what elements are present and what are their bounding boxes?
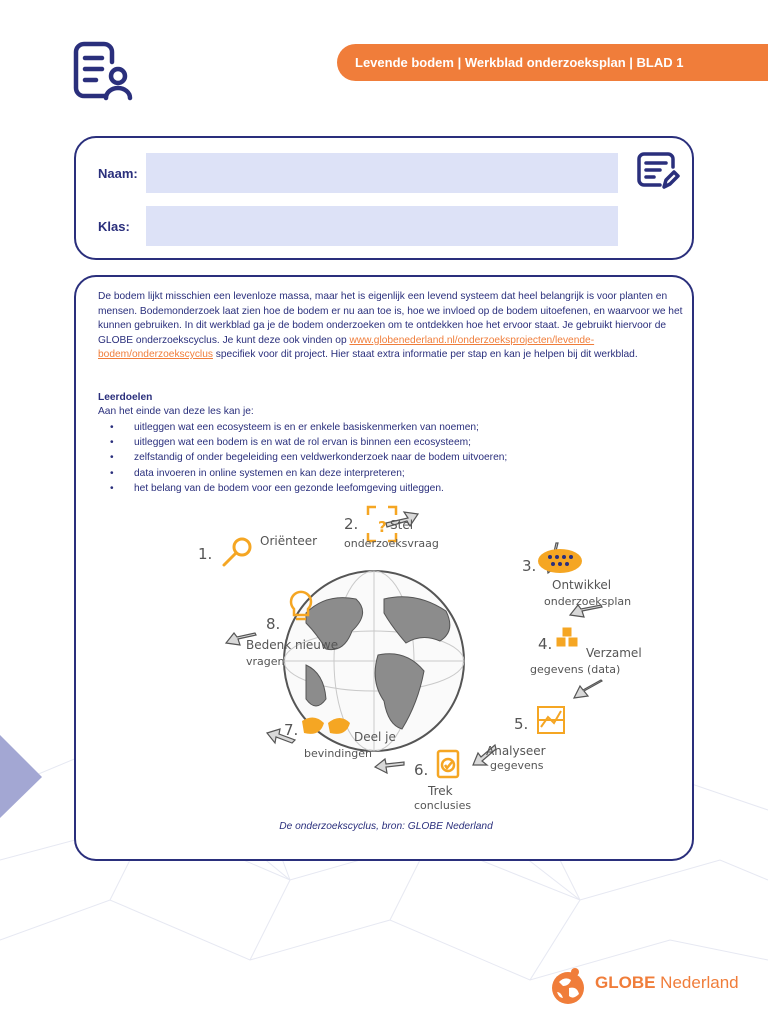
header-title-bar: [337, 44, 768, 81]
learning-goals-intro: Aan het einde van deze les kan je:: [98, 406, 254, 417]
cycle-step-1: [198, 534, 317, 563]
step-label: Verzamel: [586, 646, 642, 660]
brand-bold: GLOBE: [595, 973, 656, 992]
goal-text: data invoeren in online systemen en kan deze interpreteren;: [134, 467, 405, 479]
step-label: gegevens: [490, 759, 544, 772]
bullet: •: [110, 422, 114, 433]
step-label: Deel je: [354, 730, 396, 744]
research-cycle-diagram: [156, 503, 642, 815]
step-label: Bedenk nieuwe: [246, 638, 339, 652]
class-label: Klas:: [98, 219, 130, 234]
step-label: Analyseer: [486, 744, 546, 758]
header-title: Levende bodem | Werkblad onderzoeksplan | BLAD 1: [355, 55, 684, 70]
step-label: vragen: [246, 655, 285, 668]
list-item: [98, 466, 507, 481]
step-label: onderzoeksvraag: [344, 537, 439, 550]
step-label: conclusies: [414, 799, 472, 812]
bullet: •: [110, 482, 114, 494]
list-item: [98, 435, 507, 450]
step-number: 6.: [414, 761, 429, 779]
brand-rest: Nederland: [655, 973, 739, 992]
brand-name: [595, 973, 739, 993]
name-label: Naam:: [98, 166, 138, 181]
bullet: •: [110, 437, 114, 449]
globe-logo-icon: [547, 966, 589, 1006]
intro-text-start: De bodem lijkt misschien een levenloze massa, maar het is eigenlijk een levend systeem dat heel belangrijk is voor planten en mensen. Bodemonderzoek laat zien hoe de bodem er nu aan toe is, hoe we invloed op de bodem uitoefenen, en waarvoor we het kunnen gebruiken. In dit werkblad ga je de bodem onderzoeken om te ontdekken hoe het ervoor staat. Je gebruikt hiervoor de GLOBE onderzoekscyclus. Je kunt deze ook vinden op: [98, 291, 683, 346]
cycle-step-5: [486, 715, 546, 772]
document-user-icon: [70, 40, 136, 106]
list-item: [98, 450, 507, 465]
step-number: 8.: [266, 615, 281, 633]
step-number: 4.: [538, 635, 553, 653]
step-label: bevindingen: [304, 747, 373, 760]
student-info-panel: [74, 136, 694, 260]
step-number: 3.: [522, 557, 537, 575]
goal-text: uitleggen wat een ecosysteem is en er enkele basiskenmerken van noemen;: [134, 422, 479, 433]
list-item: [98, 481, 507, 496]
intro-paragraph: [98, 290, 683, 363]
bullet: •: [110, 452, 114, 464]
cycle-step-2: [344, 515, 439, 550]
class-input[interactable]: [146, 206, 618, 246]
step-number: 1.: [198, 545, 213, 563]
goal-text: het belang van de bodem voor een gezonde leefomgeving uitleggen.: [134, 482, 444, 494]
cycle-step-4: [530, 635, 642, 676]
step-label: Trek: [428, 784, 453, 798]
step-number: 2.: [344, 515, 359, 533]
learning-goals-list: [98, 420, 507, 496]
step-label: onderzoeksplan: [544, 595, 632, 608]
goal-text: zelfstandig of onder begeleiding een veldwerkonderzoek naar de bodem uitvoeren;: [134, 452, 508, 464]
diagram-caption: De onderzoekscyclus, bron: GLOBE Nederland: [279, 821, 493, 832]
step-number: 7.: [284, 721, 299, 739]
intro-panel: [74, 275, 694, 861]
step-label: Oriënteer: [260, 534, 318, 548]
step-label: Stel: [390, 518, 414, 532]
bullet: •: [110, 467, 114, 479]
svg-text:?: ?: [378, 518, 387, 536]
learning-goals-title: Leerdoelen: [98, 392, 153, 403]
step-number: 5.: [514, 715, 529, 733]
globe-nederland-logo: [547, 966, 752, 1006]
intro-text-end: specifiek voor dit project. Hier staat extra informatie per stap en kan je helpen bij dit werkblad.: [212, 349, 638, 360]
step-label: Ontwikkel: [552, 578, 612, 592]
step-label: gegevens (data): [530, 663, 621, 676]
name-input[interactable]: [146, 153, 618, 193]
form-pencil-icon: [636, 151, 678, 191]
list-item: [98, 420, 507, 435]
onderzoekscyclus-link[interactable]: www.globenederland.nl/onderzoeksprojecten/levende-bodem/onderzoekscyclus: [98, 334, 595, 360]
goal-text: uitleggen wat een bodem is en wat de rol ervan is binnen een ecosysteem;: [134, 437, 471, 449]
